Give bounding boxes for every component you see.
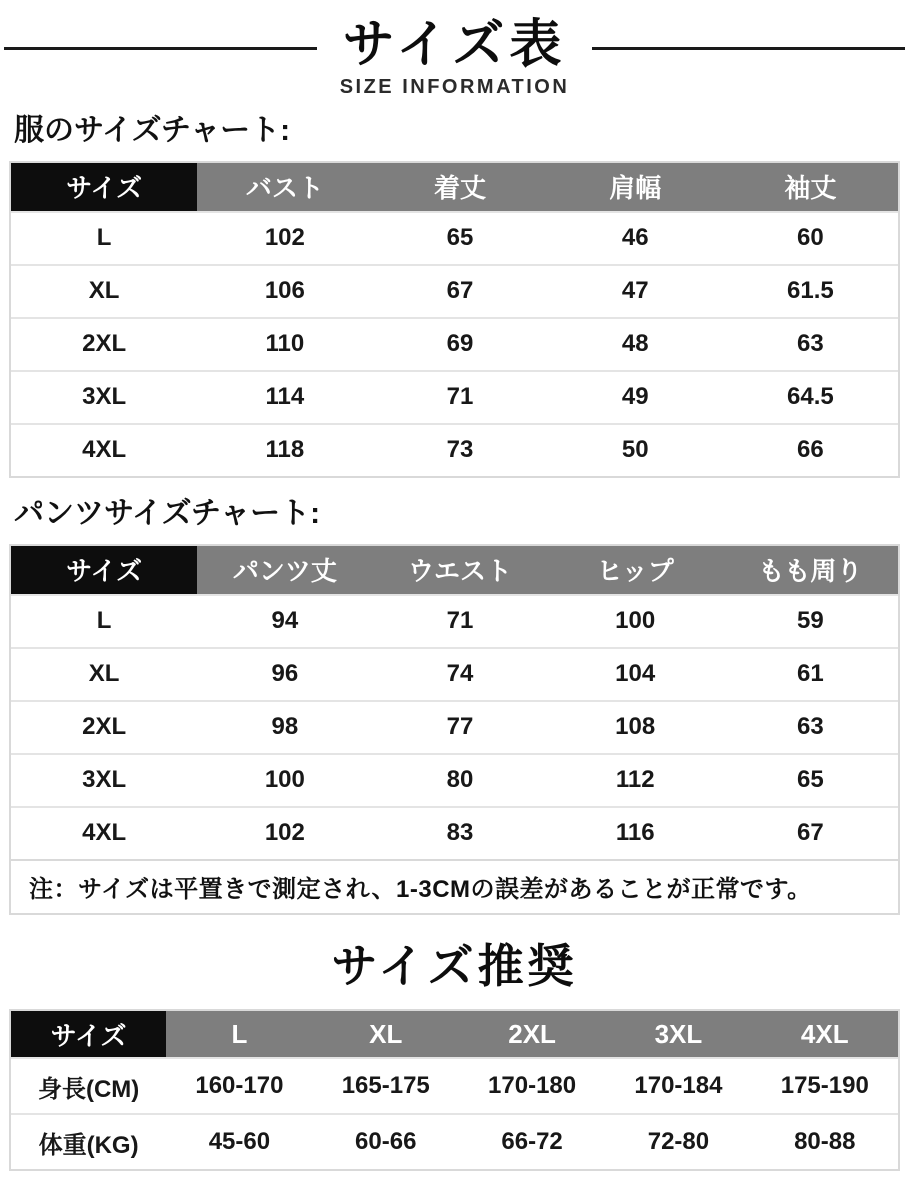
value-cell: 73 <box>446 436 474 464</box>
value-cell: 104 <box>615 660 656 688</box>
header-cell-pants-length: パンツ丈 <box>197 546 372 594</box>
value-cell: 63 <box>797 330 824 358</box>
value-cell: 102 <box>264 224 305 252</box>
value-cell: 65 <box>446 224 474 252</box>
size-cell: L <box>96 607 112 635</box>
value-cell: 102 <box>264 819 305 847</box>
value-cell: 110 <box>265 330 305 358</box>
value-cell: 80 <box>446 766 474 794</box>
value-cell: 67 <box>446 277 474 305</box>
value-cell: 49 <box>621 383 649 411</box>
table-row <box>11 317 898 370</box>
header-cell-length: 着丈 <box>372 163 547 211</box>
header-cell-bust: バスト <box>197 163 372 211</box>
value-cell: 61.5 <box>787 277 834 305</box>
value-cell: 160-170 <box>195 1072 284 1100</box>
value-cell: 116 <box>615 819 655 847</box>
header-cell-sleeve: 袖丈 <box>723 163 898 211</box>
page-subtitle: SIZE INFORMATION <box>339 75 570 98</box>
recommendation-table-header <box>11 1011 898 1057</box>
value-cell: 71 <box>446 607 474 635</box>
header-cell-2xl: 2XL <box>459 1011 605 1057</box>
value-cell: 66 <box>797 436 824 464</box>
value-cell: 98 <box>271 713 299 741</box>
value-cell: 47 <box>621 277 649 305</box>
table-row <box>11 594 898 647</box>
header-cell-l: L <box>166 1011 312 1057</box>
header-cell-shoulder: 肩幅 <box>548 163 723 211</box>
value-cell: 63 <box>797 713 824 741</box>
row-label-weight: 体重(KG) <box>38 1131 139 1159</box>
size-cell: 2XL <box>82 713 127 741</box>
value-cell: 112 <box>615 766 655 794</box>
value-cell: 165-175 <box>341 1072 430 1100</box>
header-cell-size: サイズ <box>11 1011 166 1057</box>
header-cell-size: サイズ <box>11 546 197 594</box>
value-cell: 100 <box>615 607 656 635</box>
value-cell: 69 <box>446 330 474 358</box>
table-row <box>11 211 898 264</box>
value-cell: 77 <box>446 713 474 741</box>
value-cell: 45-60 <box>208 1128 271 1156</box>
value-cell: 67 <box>797 819 824 847</box>
size-cell: 3XL <box>82 766 127 794</box>
value-cell: 46 <box>621 224 649 252</box>
value-cell: 100 <box>264 766 305 794</box>
value-cell: 60-66 <box>355 1128 417 1156</box>
header-cell-waist: ウエスト <box>372 546 547 594</box>
value-cell: 50 <box>621 436 649 464</box>
clothing-size-table <box>9 161 900 478</box>
page-title-row <box>0 0 909 73</box>
table-row <box>11 423 898 476</box>
size-cell: XL <box>88 660 120 688</box>
value-cell: 59 <box>797 607 824 635</box>
value-cell: 118 <box>265 436 305 464</box>
row-label-height: 身長(CM) <box>37 1075 140 1103</box>
header-cell-xl: XL <box>313 1011 459 1057</box>
value-cell: 170-180 <box>488 1072 577 1100</box>
table-row <box>11 753 898 806</box>
size-cell: 4XL <box>82 436 127 464</box>
value-cell: 74 <box>446 660 474 688</box>
size-cell: 3XL <box>82 383 127 411</box>
measurement-note: 注：サイズは平置きで測定され、1-3CMの誤差があることが正常です。 <box>29 876 812 904</box>
value-cell: 64.5 <box>787 383 834 411</box>
pants-chart-heading: パンツサイズチャート: <box>14 496 321 530</box>
size-cell: L <box>96 224 112 252</box>
value-cell: 114 <box>265 383 305 411</box>
clothing-table-header <box>11 163 898 211</box>
table-row <box>11 370 898 423</box>
header-cell-thigh: もも周り <box>723 546 898 594</box>
measurement-note-box <box>9 861 900 915</box>
value-cell: 72-80 <box>647 1128 710 1156</box>
value-cell: 170-184 <box>634 1072 723 1100</box>
recommendation-title: サイズ推奨 <box>331 939 578 992</box>
value-cell: 83 <box>446 819 474 847</box>
value-cell: 175-190 <box>780 1072 869 1100</box>
header-cell-size: サイズ <box>11 163 197 211</box>
size-cell: 4XL <box>82 819 127 847</box>
value-cell: 48 <box>621 330 649 358</box>
title-rule-right <box>592 47 905 50</box>
value-cell: 61 <box>797 660 824 688</box>
header-cell-4xl: 4XL <box>752 1011 898 1057</box>
table-row <box>11 647 898 700</box>
table-row <box>11 700 898 753</box>
value-cell: 60 <box>797 224 824 252</box>
size-recommendation-table <box>9 1009 900 1171</box>
table-row <box>11 806 898 859</box>
pants-table-header <box>11 546 898 594</box>
table-row <box>11 1057 898 1113</box>
header-cell-hip: ヒップ <box>548 546 723 594</box>
size-cell: 2XL <box>82 330 127 358</box>
table-row <box>11 1113 898 1169</box>
value-cell: 96 <box>271 660 299 688</box>
title-rule-left <box>4 47 317 50</box>
header-cell-3xl: 3XL <box>605 1011 751 1057</box>
size-cell: XL <box>88 277 120 305</box>
clothing-chart-heading: 服のサイズチャート: <box>14 113 291 147</box>
table-row <box>11 264 898 317</box>
value-cell: 94 <box>271 607 299 635</box>
value-cell: 80-88 <box>794 1128 856 1156</box>
pants-size-table <box>9 544 900 861</box>
page-title: サイズ表 <box>342 16 567 74</box>
value-cell: 71 <box>446 383 474 411</box>
value-cell: 106 <box>264 277 305 305</box>
value-cell: 66-72 <box>501 1128 563 1156</box>
value-cell: 108 <box>615 713 656 741</box>
value-cell: 65 <box>797 766 824 794</box>
